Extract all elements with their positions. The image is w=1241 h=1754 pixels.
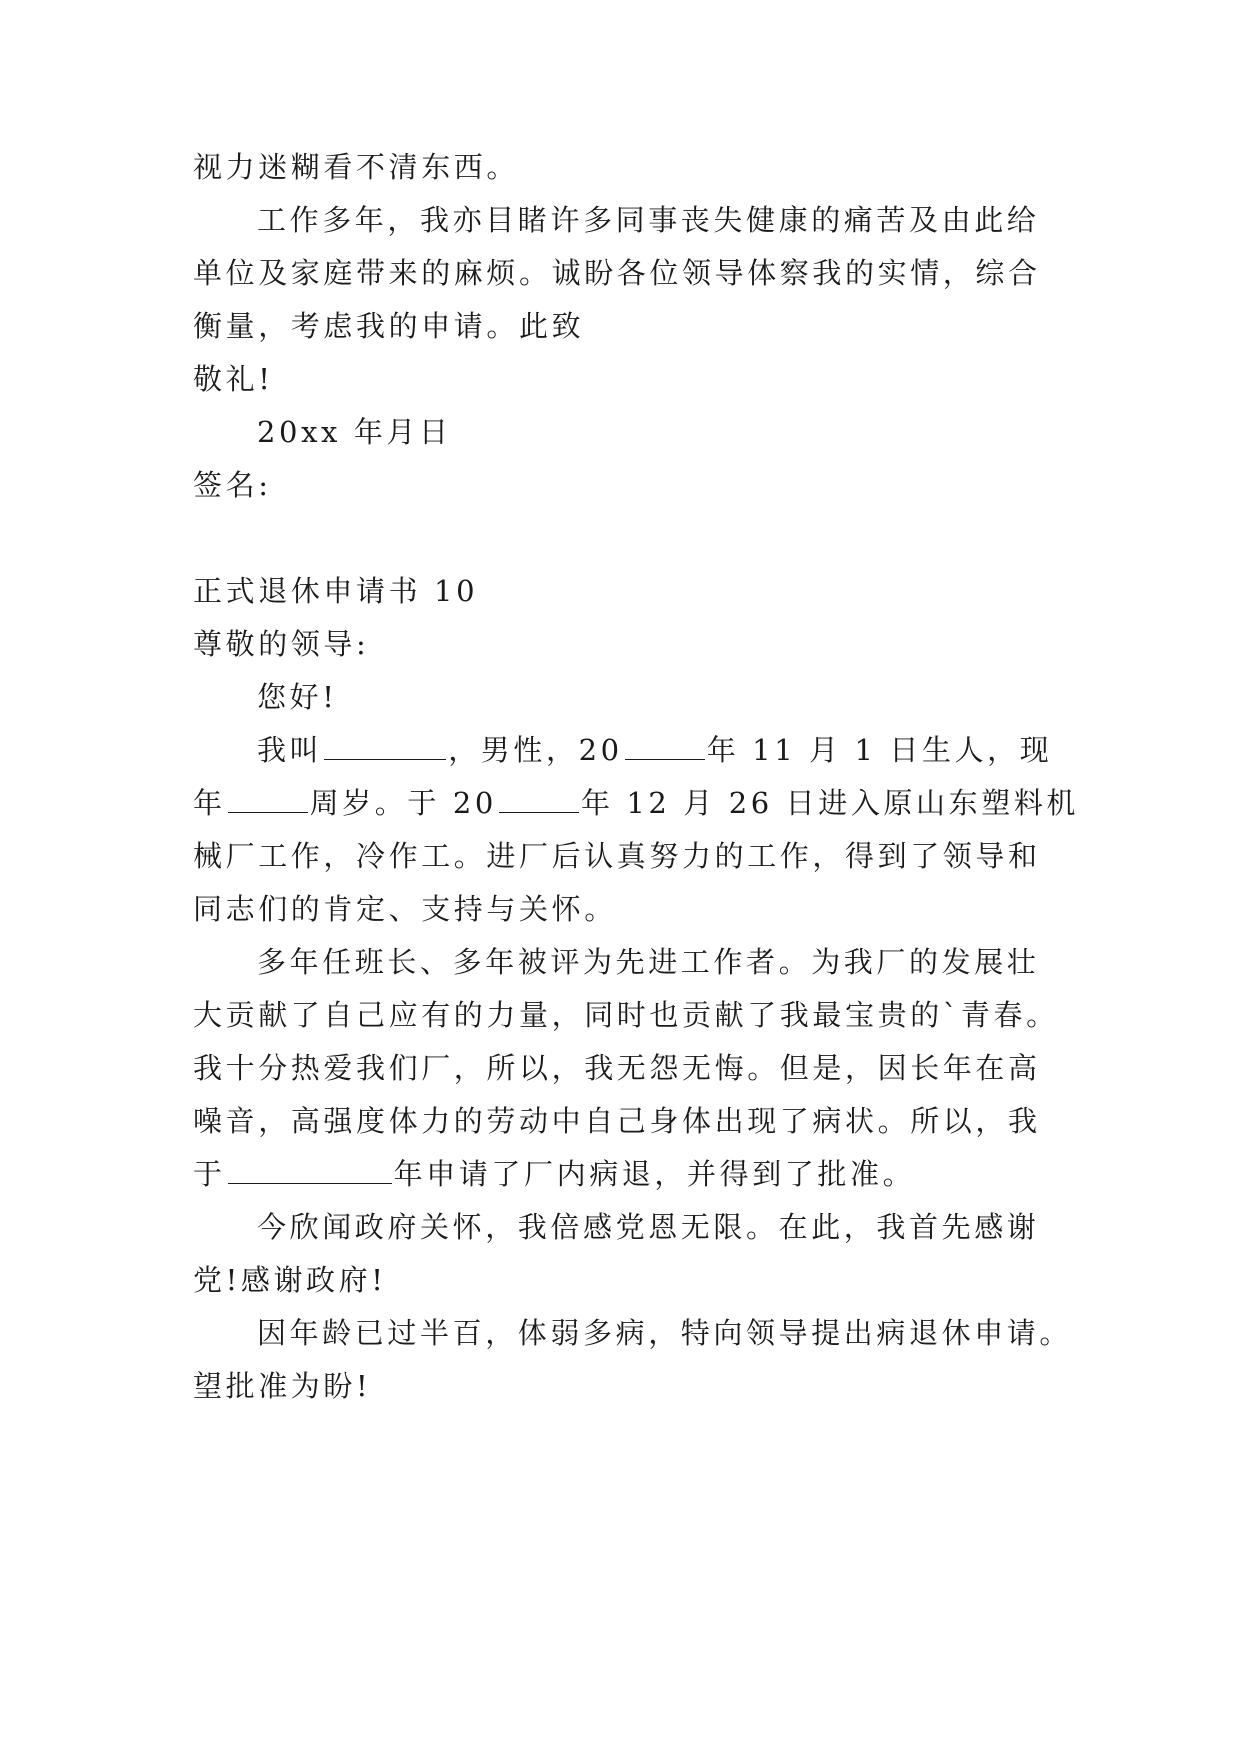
blank-field: [625, 733, 705, 760]
text-segment: 年 11 月 1 日生人，现: [706, 733, 1053, 767]
text-segment: ，男性，20: [448, 733, 623, 767]
blank-field: [499, 786, 579, 813]
text-segment: 我叫: [257, 733, 323, 767]
text-line: 视力迷糊看不清东西。: [193, 150, 520, 184]
text-line: 单位及家庭带来的麻烦。诚盼各位领导体察我的实情，综合: [193, 256, 1041, 290]
text-line: [193, 1154, 915, 1194]
text-segment: 年 12 月 26 日进入原山东塑料机: [580, 786, 1080, 820]
text-line: [257, 730, 1052, 770]
text-line: 同志们的肯定、支持与关怀。: [193, 892, 617, 926]
text-line: 械厂工作，冷作工。进厂后认真努力的工作，得到了领导和: [193, 839, 1041, 873]
text-line: [193, 783, 1079, 823]
blank-field: [228, 1157, 392, 1184]
text-line: 我十分热爱我们厂，所以，我无怨无悔。但是，因长年在高: [193, 1051, 1041, 1085]
text-line: 工作多年，我亦目睹许多同事丧失健康的痛苦及由此给: [257, 203, 1040, 237]
text-line: 党!感谢政府!: [193, 1263, 387, 1297]
text-segment: 于: [193, 1157, 226, 1191]
text-line: 衡量，考虑我的申请。此致: [193, 309, 585, 343]
letter-title: 正式退休申请书 10: [193, 574, 479, 608]
text-segment: 年申请了厂内病退，并得到了批准。: [393, 1157, 916, 1191]
text-line: 因年龄已过半百，体弱多病，特向领导提出病退休申请。: [257, 1316, 1073, 1350]
blank-field: [324, 733, 446, 760]
greeting: 您好!: [257, 680, 338, 714]
text-line: 噪音，高强度体力的劳动中自己身体出现了病状。所以，我: [193, 1104, 1041, 1138]
text-line: 望批准为盼!: [193, 1369, 372, 1403]
signature-line: 签名:: [193, 468, 272, 502]
text-line: 大贡献了自己应有的力量，同时也贡献了我最宝贵的`青春。: [193, 998, 1059, 1032]
closing-salute: 敬礼!: [193, 362, 274, 396]
salutation: 尊敬的领导:: [193, 627, 370, 661]
text-segment: 周岁。于 20: [309, 786, 497, 820]
blank-field: [228, 786, 308, 813]
text-line: 多年任班长、多年被评为先进工作者。为我厂的发展壮: [257, 945, 1040, 979]
date-line: 20xx 年月日: [257, 415, 452, 449]
text-line: 今欣闻政府关怀，我倍感党恩无限。在此，我首先感谢: [257, 1210, 1040, 1244]
text-segment: 年: [193, 786, 226, 820]
